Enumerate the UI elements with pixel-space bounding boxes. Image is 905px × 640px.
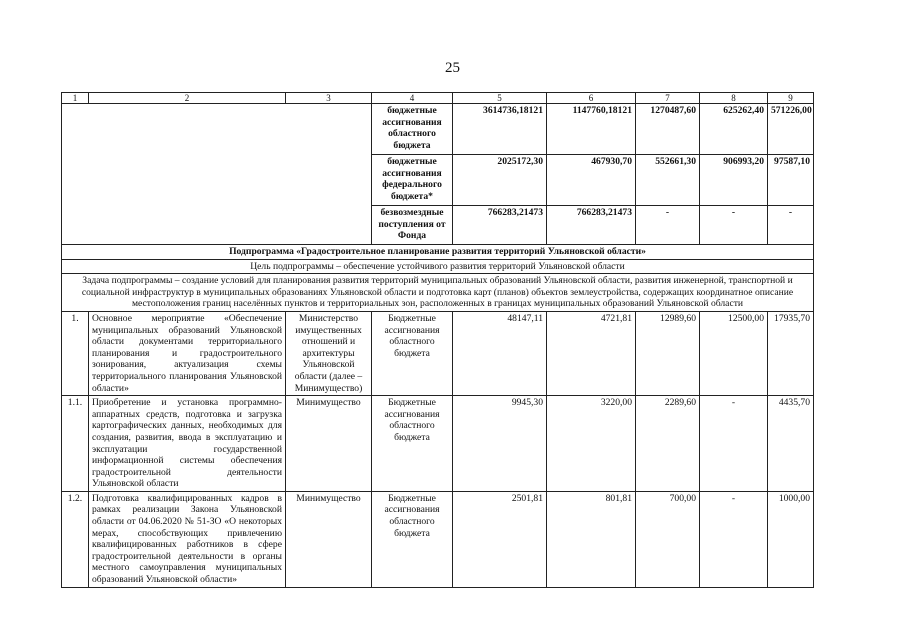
value-cell: - xyxy=(768,206,814,245)
item-executor: Минимущество xyxy=(286,396,372,492)
item-source: Бюджетные ассигнования областного бюджета xyxy=(372,311,453,395)
program-table xyxy=(61,92,814,588)
col-header: 2 xyxy=(89,93,286,104)
value-cell: - xyxy=(700,206,768,245)
funding-source: бюджетные ассигнования федерального бюджета* xyxy=(372,155,453,206)
column-header-row xyxy=(62,93,814,104)
item-number: 1. xyxy=(62,311,89,395)
item-number: 1.2. xyxy=(62,491,89,587)
value-cell: 12989,60 xyxy=(636,311,700,395)
value-cell: 9945,30 xyxy=(453,396,547,492)
funding-source: безвозмездные поступления от Фонда xyxy=(372,206,453,245)
task-row xyxy=(62,274,814,312)
value-cell: 4721,81 xyxy=(547,311,636,395)
col-header: 8 xyxy=(700,93,768,104)
value-cell: 625262,40 xyxy=(700,104,768,155)
value-cell: 17935,70 xyxy=(768,311,814,395)
item-source: Бюджетные ассигнования областного бюджета xyxy=(372,491,453,587)
col-header: 4 xyxy=(372,93,453,104)
value-cell: 2289,60 xyxy=(636,396,700,492)
subprogram-row xyxy=(62,245,814,260)
subprogram-task: Задача подпрограммы – создание условий для планирования развития территорий муниципальных образований Ульяновской области, развития инженерной, транспортной и социальной инфраструктур в муниципальных образованиях Ульяновской области и подготовка карт (планов) объектов землеустройства, содержащих координатное описание местоположения границ населённых пунктов и территориальных зон, расположенных в границах муниципальных образований Ульяновской области xyxy=(62,274,814,312)
value-cell: 700,00 xyxy=(636,491,700,587)
item-name: Основное мероприятие «Обеспечение муниципальных образований Ульяновской области документами территориального планирования и градостроительного зонирования, актуализация схемы территориального планирования Ульяновской области» xyxy=(89,311,286,395)
value-cell: 467930,70 xyxy=(547,155,636,206)
table-row xyxy=(62,311,814,395)
col-header: 7 xyxy=(636,93,700,104)
value-cell: 97587,10 xyxy=(768,155,814,206)
goal-row xyxy=(62,259,814,274)
funding-source: бюджетные ассигнования областного бюджета xyxy=(372,104,453,155)
table-row xyxy=(62,396,814,492)
col-header: 1 xyxy=(62,93,89,104)
value-cell: 2025172,30 xyxy=(453,155,547,206)
item-name: Подготовка квалифицированных кадров в рамках реализации Закона Ульяновской области от 04.06.2020 № 51-ЗО «О некоторых мерах, способствующих привлечению квалифицированных работников в сфере градостроительной деятельности в органы местного самоуправления муниципальных образований Ульяновской области» xyxy=(89,491,286,587)
col-header: 5 xyxy=(453,93,547,104)
value-cell: 552661,30 xyxy=(636,155,700,206)
item-source: Бюджетные ассигнования областного бюджета xyxy=(372,396,453,492)
value-cell: 801,81 xyxy=(547,491,636,587)
table-row xyxy=(62,491,814,587)
value-cell: - xyxy=(700,396,768,492)
empty-cell xyxy=(62,104,372,245)
col-header: 3 xyxy=(286,93,372,104)
item-number: 1.1. xyxy=(62,396,89,492)
value-cell: 766283,21473 xyxy=(453,206,547,245)
value-cell: 2501,81 xyxy=(453,491,547,587)
item-name: Приобретение и установка программно-аппаратных средств, подготовка и загрузка картографических данных, необходимых для создания, развития, ввода в эксплуатацию и эксплуатации государственной информационной системы обеспечения градостроительной деятельности Ульяновской области xyxy=(89,396,286,492)
value-cell: - xyxy=(700,491,768,587)
value-cell: 48147,11 xyxy=(453,311,547,395)
value-cell: 1000,00 xyxy=(768,491,814,587)
value-cell: 3614736,18121 xyxy=(453,104,547,155)
value-cell: 571226,00 xyxy=(768,104,814,155)
value-cell: 1270487,60 xyxy=(636,104,700,155)
value-cell: 3220,00 xyxy=(547,396,636,492)
funding-row xyxy=(62,104,814,155)
value-cell: 12500,00 xyxy=(700,311,768,395)
value-cell: - xyxy=(636,206,700,245)
col-header: 6 xyxy=(547,93,636,104)
subprogram-goal: Цель подпрограммы – обеспечение устойчивого развития территорий Ульяновской области xyxy=(62,259,814,274)
col-header: 9 xyxy=(768,93,814,104)
item-executor: Министерство имущественных отношений и архитектуры Ульяновской области (далее – Минимущество) xyxy=(286,311,372,395)
value-cell: 906993,20 xyxy=(700,155,768,206)
value-cell: 766283,21473 xyxy=(547,206,636,245)
item-executor: Минимущество xyxy=(286,491,372,587)
value-cell: 1147760,18121 xyxy=(547,104,636,155)
value-cell: 4435,70 xyxy=(768,396,814,492)
page-number: 25 xyxy=(445,60,460,76)
subprogram-title: Подпрограмма «Градостроительное планирование развития территорий Ульяновской области» xyxy=(62,245,814,260)
